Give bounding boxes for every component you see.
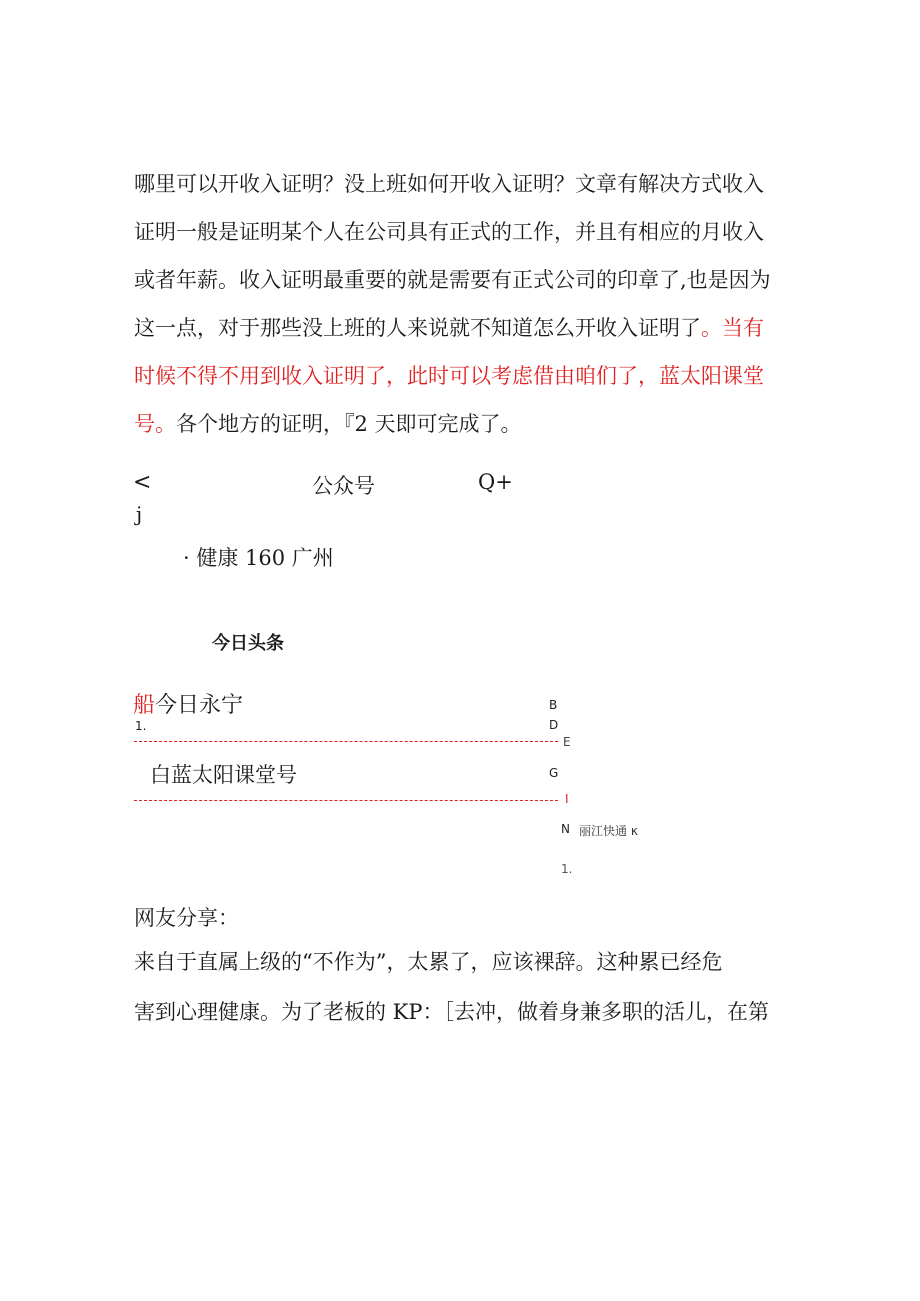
entry-title: 蓝太阳课堂号 [171,763,297,787]
marker-n: N [561,822,570,836]
entry-prefix: 船 [133,693,156,718]
marker-i: I [565,792,569,806]
divider [134,741,558,742]
side-note-text: 丽江快通 [579,824,628,838]
share-line-1: 来自于直属上级的“不作为”，太累了，应该裸辞。这种累已经危 [134,950,723,974]
entry-index: 1. [135,719,147,733]
list-item[interactable] [133,688,243,719]
list-item[interactable] [150,759,297,789]
intro-line-3: 或者年薪。收入证明最重要的就是需要有正式公司的印章了,也是因为 [134,268,771,292]
intro-line-6-highlight: 号。 [134,412,176,436]
intro-line-4-text: 这一点，对于那些没上班的人来说就不知道怎么开收入证明了 [134,316,701,340]
share-heading: 网友分享： [134,906,239,930]
entry-prefix: 白 [150,763,171,787]
intro-line-6 [134,400,814,448]
account-name[interactable]: · 健康 160 广州 [183,546,334,570]
marker-b: B [549,698,558,712]
intro-line-4 [134,304,814,352]
entry-title: 今日永宁 [155,693,244,718]
header-sub: j [136,502,143,526]
section-title: 今日头条 [212,633,284,654]
intro-line-4-highlight: 。当有 [701,316,764,340]
marker-g: G [549,766,559,780]
marker-d: D [549,718,559,732]
marker-e: E [563,735,571,749]
share-line-2: 害到心理健康。为了老板的 KP：［去冲，做着身兼多职的活儿，在第 [134,1000,769,1024]
intro-line-1: 哪里可以开收入证明？没上班如何开收入证明？文章有解决方式收入 [134,172,764,196]
intro-line-5-highlight: 时候不得不用到收入证明了，此时可以考虑借由咱们了，蓝太阳课堂 [134,364,764,388]
back-button[interactable]: < [133,470,152,495]
divider [134,800,558,801]
intro-line-2: 证明一般是证明某个人在公司具有正式的工作，并且有相应的月收入 [134,220,764,244]
intro-line-6-text: 各个地方的证明，『2 天即可完成了。 [176,412,522,436]
header-title: 公众号 [312,474,375,498]
intro-paragraph [134,160,814,448]
side-note [579,822,638,839]
search-add-icon[interactable]: Q+ [478,470,513,494]
side-note-suffix: κ [630,824,638,838]
bottom-index: 1. [561,862,573,876]
